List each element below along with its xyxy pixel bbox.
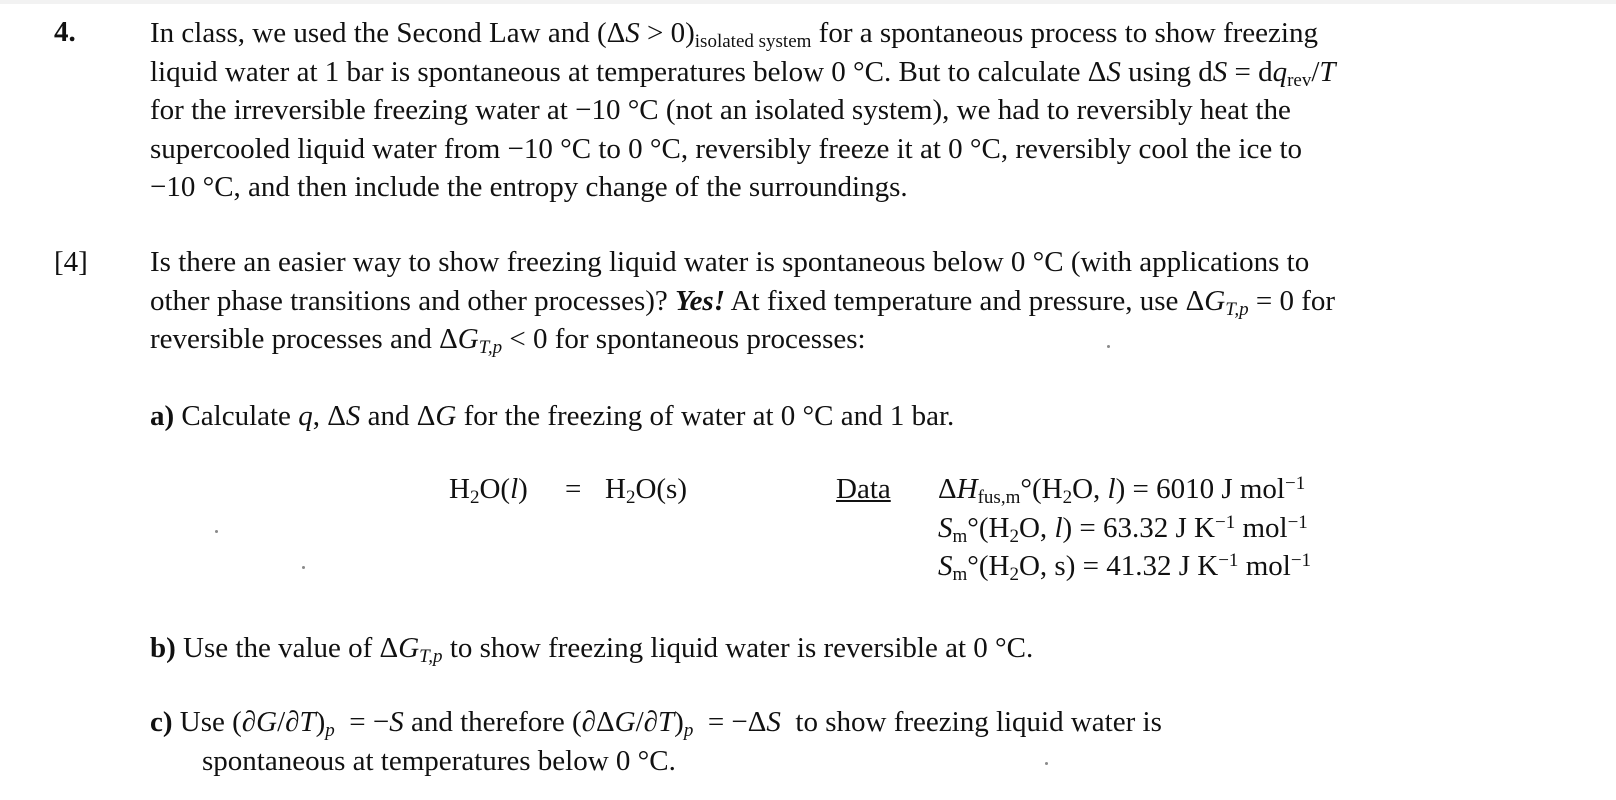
marks-label: [4] [54,246,88,278]
part-c-line-1: c) Use $(\partial G/\partial T)_p = -S$ and therefore $(\partial\Delta G/\partial T)_p = -\Delta S$ to show freezing liquid water is [150,706,1162,741]
intro-line-5: −10 °C, and then include the entropy change of the surroundings. [150,171,908,203]
part-c-line-2: spontaneous at temperatures below 0 °C. [202,744,676,777]
part-a-label: a) [150,400,175,432]
question-paragraph [150,243,1590,359]
data-line-entropy-liquid: $S_m^\circ(H_2O$, l) = 63.32 J $K^{-1}$ mol$^{-1}$ [938,511,1308,547]
reaction-equals: = [565,473,582,505]
page-top-strip [0,0,1616,4]
intro-line-2: liquid water at 1 bar is spontaneous at temperatures below 0 °C. But to calculate ΔS using dS = $dq_{rev}/T$ [150,55,1336,91]
scan-speck [215,530,218,533]
data-heading: Data [836,473,891,505]
part-c-label: c) [150,706,173,738]
part-c [150,703,1162,780]
question-line-2: other phase transitions and other processes)? Yes! At fixed temperature and pressure, use $\Delta G_{T,p} = 0$ for [150,284,1336,320]
data-line-enthalpy: $\Delta H_{fus,m}^\circ(H_2O$, l) = 6010 J mol$^{-1}$ [938,473,1306,508]
intro-line-3: for the irreversible freezing water at −10 °C (not an isolated system), we had to reversibly heat the [150,94,1291,126]
intro-paragraph [150,14,1590,207]
intro-line-4: supercooled liquid water from −10 °C to 0 °C, reversibly freeze it at 0 °C, reversibly cool the ice to [150,132,1303,165]
intro-line-1: In class, we used the Second Law and $(\Delta S > 0)_{isolated system}$ for a spontaneous process to show freezing [150,17,1318,52]
scan-speck [302,566,305,569]
data-line-entropy-solid: $S_m^\circ(H_2O$, s) = 41.32 J $K^{-1}$ mol$^{-1}$ [938,550,1312,585]
problem-number: 4. [54,16,76,48]
data-lines [938,470,1311,586]
reaction-left: $H_2O(l)$ [449,473,528,508]
part-a: a) Calculate q, ΔS and ΔG for the freezing of water at 0 °C and 1 bar. [150,400,955,432]
question-line-3: reversible processes and $\Delta G_{T,p} < 0$ for spontaneous processes: [150,323,866,358]
scan-speck [1045,762,1048,765]
part-b-label: b) [150,632,176,664]
part-b: b) Use the value of $\Delta G_{T,p}$ to show freezing liquid water is reversible at 0 °C. [150,632,1034,667]
reaction-right: $H_2O(s)$ [605,473,687,508]
question-line-1: Is there an easier way to show freezing liquid water is spontaneous below 0 °C (with applications to [150,246,1310,278]
scan-speck [1107,345,1110,348]
